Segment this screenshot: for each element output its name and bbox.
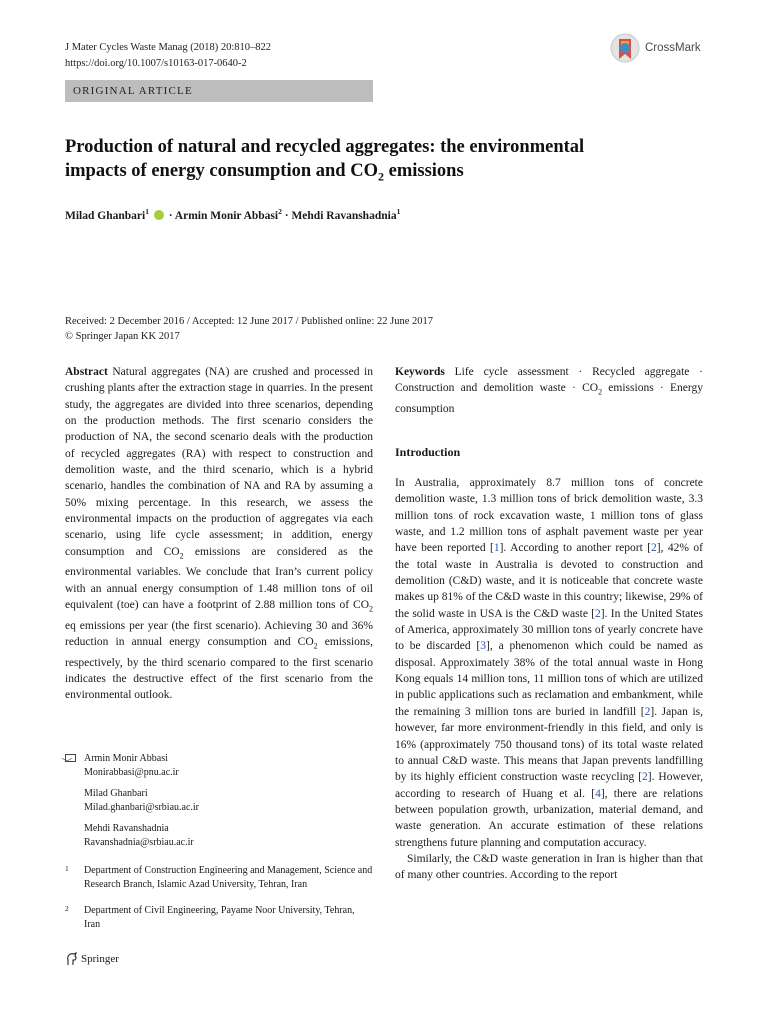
title-line-1: Production of natural and recycled aggregates: the environmental xyxy=(65,137,585,157)
author-name[interactable]: Mehdi Ravanshadnia xyxy=(291,209,397,222)
citation-link[interactable]: 3 xyxy=(480,640,487,653)
keywords-heading: Keywords xyxy=(395,366,445,378)
paragraph: In Australia, approximately 8.7 million tons of concrete demolition waste, 1.3 million tons of brick demolition waste, 3.3 million tons of rock excavation waste, 1 million tons of glass waste, and 1.2 million tons of asphalt pavement waste per year have been reported [1]. According to another report [2], 42% of the total waste in Australia is devoted to construction and demolition (C&D) waste, and it is noticeable that concrete waste makes up 81% of the C&D waste in this country; likewise, 29% of the solid waste in USA is the C&D waste [2]. In the United States of America, approximately 30 million tons of yearly concrete have to be discarded [3], a phenomenon which could be named as disposal. Approximately 38% of the total annual waste in Hong Kong equals 14 million tons, 11 million tons of which are utilized in public applications such as reclamation and embankment, while the remaining 3 million tons are buried in landfill [2]. Japan is, however, far more environment-friendly in this field, and only is 16% (approximately 750 thousand tons) of its total waste related to annual C&D waste. This means that Japan prevents landfilling by its highly efficient construction waste recycling [2]. However, according to research of Huang et al. [4], there are relations between population growth, urbanization, material demand, and waste generation. An accurate estimation of these relations strengthens future planning and computation accuracy. xyxy=(395,477,704,849)
author-name[interactable]: Milad Ghanbari xyxy=(65,209,146,222)
introduction-heading: Introduction xyxy=(395,445,461,459)
publication-dates xyxy=(65,314,433,344)
contact-name: Armin Monir Abbasi xyxy=(84,753,168,764)
crossmark-label: CrossMark xyxy=(645,42,701,54)
contact-email[interactable]: Monirabbasi@pnu.ac.ir xyxy=(84,767,179,778)
author-name[interactable]: Armin Monir Abbasi xyxy=(174,209,279,222)
contact-entry xyxy=(84,822,373,850)
contact-name: Milad Ghanbari xyxy=(84,788,148,799)
article-type-banner: ORIGINAL ARTICLE xyxy=(65,80,373,102)
publisher-name: Springer xyxy=(81,953,119,965)
doi-link[interactable]: https://doi.org/10.1007/s10163-017-0640-2 xyxy=(65,58,247,69)
envelope-icon xyxy=(65,754,76,762)
abstract-heading: Abstract xyxy=(65,366,108,378)
copyright: © Springer Japan KK 2017 xyxy=(65,331,180,342)
citation-link[interactable]: 1 xyxy=(493,542,500,555)
paragraph: Similarly, the C&D waste generation in Iran is higher than that of many other countries. According to the report xyxy=(395,852,703,882)
citation-link[interactable]: 2 xyxy=(644,705,651,718)
citation-link[interactable]: 2 xyxy=(651,542,657,555)
history-dates: Received: 2 December 2016 / Accepted: 12 June 2017 / Published online: 22 June 2017 xyxy=(65,316,434,327)
affiliation: 1 Department of Construction Engineering and Management, Science and Research Branch, Islamic Azad University, Tehran, Iran xyxy=(65,864,373,890)
journal-info xyxy=(65,40,271,72)
keywords: Keywords Life cycle assessment · Recycled aggregate · Construction and demolition waste · $CO_2$ emissions · Energy consumption xyxy=(395,366,703,415)
contact-entry xyxy=(84,787,373,815)
crossmark-badge[interactable] xyxy=(610,32,710,64)
affiliation: 2 Department of Civil Engineering, Payame Noor University, Tehran, Iran xyxy=(65,904,355,930)
crossmark-icon xyxy=(610,33,640,63)
contact-email[interactable]: Ravanshadnia@srbiau.ac.ir xyxy=(84,837,194,848)
contact-name: Mehdi Ravanshadnia xyxy=(84,823,169,834)
contact-email[interactable]: Milad.ghanbari@srbiau.ac.ir xyxy=(84,802,200,813)
publisher-footer xyxy=(65,952,119,966)
citation-link[interactable]: 2 xyxy=(642,771,648,784)
journal-citation: J Mater Cycles Waste Manag (2018) 20:810–822 xyxy=(65,42,272,53)
springer-horse-icon xyxy=(65,952,78,966)
author-list: Milad Ghanbari$^1$ · Armin Monir Abbasi$^2$ · Mehdi Ravanshadnia$^1$ xyxy=(65,207,401,222)
title-line-2: impacts of energy consumption and $CO_2$ emissions xyxy=(65,161,464,184)
abstract: Abstract Natural aggregates (NA) are crushed and processed in crushing plants after the extraction stage in quarries. In the present study, the aggregates are divided into three scenarios, depending on the production methods. The first scenario considers the production of NA, the second scenario deals with the production of recycled aggregates (RA) with respect to construction and demolition waste, and the third scenario, which is a hybrid scenario, handles the combination of NA and RA by assuming a 50% mixing percentage. In this research, we assess the environmental impacts on the production of aggregates via each scenario, using life cycle assessment; in addition, energy consumption and $CO_2$ emissions are considered as the environmental variables. We conclude that Iran’s current policy with an annual energy consumption of 1.48 million tons of oil equivalent (toe) can have a footprint of 2.88 million tons of $CO_2$ eq emissions per year (the first scenario). Achieving 30 and 36% reduction in annual energy consumption and $CO_2$ emissions, respectively, by the third scenario compared to the first scenario indicates the destructive effect of the first scenario from the environmental outlook. xyxy=(65,366,373,702)
citation-link[interactable]: 4 xyxy=(595,787,601,800)
contact-entry xyxy=(84,752,373,780)
orcid-icon[interactable] xyxy=(154,210,164,220)
citation-link[interactable]: 2 xyxy=(595,607,601,620)
correspondence-block xyxy=(65,752,373,932)
introduction-body xyxy=(395,475,703,884)
article-title xyxy=(65,135,705,189)
